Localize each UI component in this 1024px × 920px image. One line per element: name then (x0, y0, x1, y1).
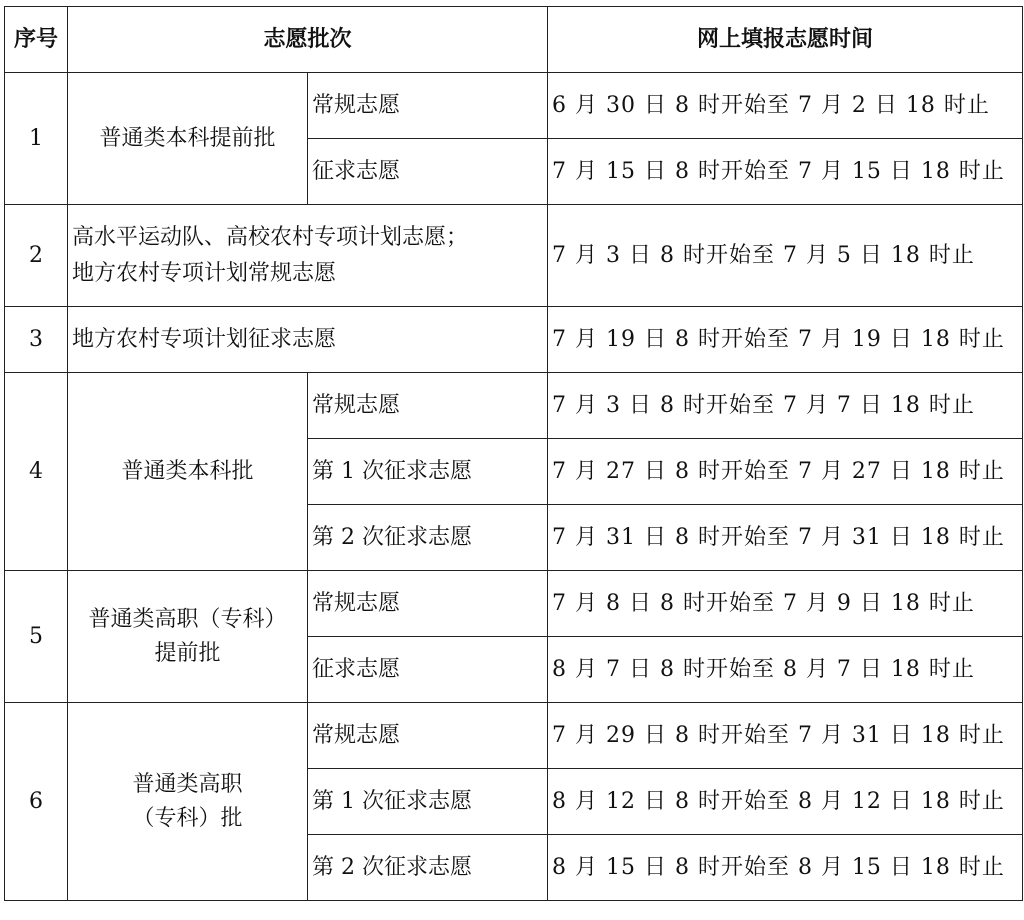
sub-type: 第 2 次征求志愿 (308, 835, 548, 901)
fill-time: 8 月 15 日 8 时开始至 8 月 15 日 18 时止 (548, 835, 1023, 901)
fill-time: 7 月 3 日 8 时开始至 7 月 7 日 18 时止 (548, 373, 1023, 439)
fill-time: 7 月 3 日 8 时开始至 7 月 5 日 18 时止 (548, 205, 1023, 307)
table-row (5, 307, 1023, 373)
sub-type: 常规志愿 (308, 373, 548, 439)
sub-type: 常规志愿 (308, 571, 548, 637)
header-row (5, 7, 1023, 73)
table-row (5, 703, 1023, 769)
row-index: 1 (5, 73, 68, 205)
fill-time: 6 月 30 日 8 时开始至 7 月 2 日 18 时止 (548, 73, 1023, 139)
batch-name: 地方农村专项计划征求志愿 (68, 307, 548, 373)
table-row (5, 73, 1023, 139)
sub-type: 第 1 次征求志愿 (308, 769, 548, 835)
batch-name: 普通类本科提前批 (68, 73, 308, 205)
fill-time: 7 月 15 日 8 时开始至 7 月 15 日 18 时止 (548, 139, 1023, 205)
batch-line: 普通类高职 (132, 771, 243, 797)
row-index: 5 (5, 571, 68, 703)
table-row (5, 205, 1023, 307)
row-index: 3 (5, 307, 68, 373)
batch-name (68, 205, 548, 307)
row-index: 2 (5, 205, 68, 307)
batch-line: 高水平运动队、高校农村专项计划志愿； (72, 224, 469, 250)
row-index: 4 (5, 373, 68, 571)
header-index: 序号 (5, 7, 68, 73)
table-row (5, 373, 1023, 439)
sub-type: 征求志愿 (308, 637, 548, 703)
table-row (5, 571, 1023, 637)
batch-line: 提前批 (154, 640, 221, 666)
fill-time: 8 月 12 日 8 时开始至 8 月 12 日 18 时止 (548, 769, 1023, 835)
fill-time: 8 月 7 日 8 时开始至 8 月 7 日 18 时止 (548, 637, 1023, 703)
sub-type: 第 2 次征求志愿 (308, 505, 548, 571)
batch-line: 普通类高职（专科） (88, 606, 287, 632)
fill-time: 7 月 8 日 8 时开始至 7 月 9 日 18 时止 (548, 571, 1023, 637)
batch-name (68, 703, 308, 901)
schedule-table (4, 6, 1023, 901)
batch-line: （专科）批 (132, 805, 243, 831)
fill-time: 7 月 29 日 8 时开始至 7 月 31 日 18 时止 (548, 703, 1023, 769)
header-batch: 志愿批次 (68, 7, 548, 73)
row-index: 6 (5, 703, 68, 901)
header-time: 网上填报志愿时间 (548, 7, 1023, 73)
sub-type: 第 1 次征求志愿 (308, 439, 548, 505)
sub-type: 常规志愿 (308, 703, 548, 769)
fill-time: 7 月 31 日 8 时开始至 7 月 31 日 18 时止 (548, 505, 1023, 571)
batch-line: 地方农村专项计划常规志愿 (72, 260, 337, 286)
batch-name: 普通类本科批 (68, 373, 308, 571)
batch-name (68, 571, 308, 703)
sub-type: 征求志愿 (308, 139, 548, 205)
fill-time: 7 月 27 日 8 时开始至 7 月 27 日 18 时止 (548, 439, 1023, 505)
sub-type: 常规志愿 (308, 73, 548, 139)
fill-time: 7 月 19 日 8 时开始至 7 月 19 日 18 时止 (548, 307, 1023, 373)
